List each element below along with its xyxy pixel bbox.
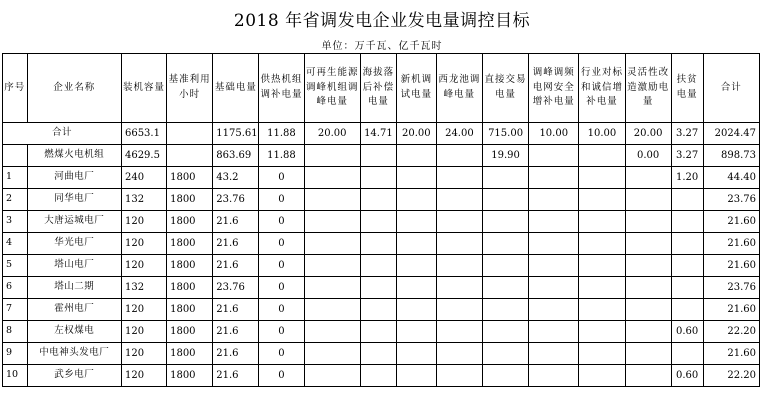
cell-poverty: 0.60 bbox=[671, 321, 703, 343]
cell-capacity: 120 bbox=[121, 321, 166, 343]
header-cell-heat: 供热机组调补电量 bbox=[259, 54, 304, 123]
cell-base: 21.6 bbox=[213, 365, 259, 387]
cell-direct bbox=[482, 189, 528, 211]
table-row bbox=[3, 167, 760, 189]
cell-capacity: 132 bbox=[121, 189, 166, 211]
table-row bbox=[3, 189, 760, 211]
header-cell-altitude: 海拔落后补偿电量 bbox=[360, 54, 396, 123]
cell-xilongchi: 24.00 bbox=[436, 123, 482, 145]
cell-xilongchi bbox=[436, 365, 482, 387]
cell-altitude: 14.71 bbox=[360, 123, 396, 145]
cell-renew bbox=[304, 233, 360, 255]
cell-altitude bbox=[360, 321, 396, 343]
cell-name: 塔山二期 bbox=[27, 277, 121, 299]
cell-poverty bbox=[671, 189, 703, 211]
header-cell-debug: 新机调试电量 bbox=[396, 54, 436, 123]
cell-altitude bbox=[360, 277, 396, 299]
cell-base: 21.6 bbox=[213, 255, 259, 277]
cell-flex bbox=[625, 343, 671, 365]
cell-no bbox=[3, 145, 28, 167]
cell-sum: 22.20 bbox=[703, 365, 760, 387]
cell-direct bbox=[482, 343, 528, 365]
cell-direct bbox=[482, 277, 528, 299]
cell-capacity: 6653.1 bbox=[121, 123, 166, 145]
cell-renew bbox=[304, 321, 360, 343]
cell-xilongchi bbox=[436, 255, 482, 277]
cell-hours: 1800 bbox=[167, 343, 213, 365]
header-cell-name: 企业名称 bbox=[27, 54, 121, 123]
cell-sum: 23.76 bbox=[703, 189, 760, 211]
cell-poverty bbox=[671, 233, 703, 255]
cell-debug bbox=[396, 343, 436, 365]
cell-no: 2 bbox=[3, 189, 28, 211]
cell-xilongchi bbox=[436, 211, 482, 233]
cell-base: 21.6 bbox=[213, 211, 259, 233]
cell-heat: 0 bbox=[259, 299, 304, 321]
cell-sum: 21.60 bbox=[703, 233, 760, 255]
cell-altitude bbox=[360, 233, 396, 255]
cell-peak bbox=[529, 255, 579, 277]
table-row bbox=[3, 255, 760, 277]
cell-xilongchi bbox=[436, 145, 482, 167]
cell-xilongchi bbox=[436, 277, 482, 299]
cell-sum: 2024.47 bbox=[703, 123, 760, 145]
cell-renew bbox=[304, 343, 360, 365]
cell-benchmark bbox=[579, 321, 625, 343]
cell-poverty bbox=[671, 255, 703, 277]
header-cell-base: 基础电量 bbox=[213, 54, 259, 123]
cell-debug bbox=[396, 255, 436, 277]
cell-peak bbox=[529, 343, 579, 365]
cell-sum: 21.60 bbox=[703, 211, 760, 233]
cell-xilongchi bbox=[436, 299, 482, 321]
cell-flex bbox=[625, 299, 671, 321]
cell-heat: 0 bbox=[259, 321, 304, 343]
cell-renew bbox=[304, 277, 360, 299]
cell-heat: 0 bbox=[259, 365, 304, 387]
cell-direct bbox=[482, 365, 528, 387]
cell-sum: 23.76 bbox=[703, 277, 760, 299]
cell-poverty bbox=[671, 277, 703, 299]
cell-name: 武乡电厂 bbox=[27, 365, 121, 387]
cell-name: 同华电厂 bbox=[27, 189, 121, 211]
header-row bbox=[3, 54, 760, 123]
cell-no: 9 bbox=[3, 343, 28, 365]
cell-hours: 1800 bbox=[167, 211, 213, 233]
cell-flex: 20.00 bbox=[625, 123, 671, 145]
cell-renew bbox=[304, 145, 360, 167]
quota-table bbox=[2, 53, 760, 387]
table-row bbox=[3, 299, 760, 321]
cell-capacity: 240 bbox=[121, 167, 166, 189]
cell-direct bbox=[482, 299, 528, 321]
cell-flex bbox=[625, 233, 671, 255]
cell-name: 霍州电厂 bbox=[27, 299, 121, 321]
cell-direct: 715.00 bbox=[482, 123, 528, 145]
cell-renew bbox=[304, 167, 360, 189]
cell-altitude bbox=[360, 365, 396, 387]
header-cell-hours: 基准利用小时 bbox=[167, 54, 213, 123]
cell-benchmark: 10.00 bbox=[579, 123, 625, 145]
header-cell-poverty: 扶贫电量 bbox=[671, 54, 703, 123]
cell-flex bbox=[625, 167, 671, 189]
cell-no: 10 bbox=[3, 365, 28, 387]
cell-base: 1175.61 bbox=[213, 123, 259, 145]
cell-sum: 21.60 bbox=[703, 255, 760, 277]
cell-base: 21.6 bbox=[213, 233, 259, 255]
cell-capacity: 132 bbox=[121, 277, 166, 299]
cell-renew bbox=[304, 365, 360, 387]
cell-capacity: 120 bbox=[121, 233, 166, 255]
cell-no: 8 bbox=[3, 321, 28, 343]
cell-heat: 0 bbox=[259, 255, 304, 277]
cell-hours bbox=[167, 145, 213, 167]
cell-peak: 10.00 bbox=[529, 123, 579, 145]
cell-debug bbox=[396, 365, 436, 387]
table-row bbox=[3, 365, 760, 387]
cell-no: 4 bbox=[3, 233, 28, 255]
cell-flex: 0.00 bbox=[625, 145, 671, 167]
cell-debug: 20.00 bbox=[396, 123, 436, 145]
total-label: 合计 bbox=[3, 123, 122, 145]
cell-name: 河曲电厂 bbox=[27, 167, 121, 189]
cell-xilongchi bbox=[436, 189, 482, 211]
cell-direct bbox=[482, 211, 528, 233]
cell-poverty: 0.60 bbox=[671, 365, 703, 387]
cell-heat: 11.88 bbox=[259, 123, 304, 145]
table-row bbox=[3, 233, 760, 255]
cell-base: 43.2 bbox=[213, 167, 259, 189]
cell-peak bbox=[529, 277, 579, 299]
cell-heat: 0 bbox=[259, 167, 304, 189]
cell-heat: 0 bbox=[259, 343, 304, 365]
cell-capacity: 120 bbox=[121, 211, 166, 233]
cell-flex bbox=[625, 189, 671, 211]
document-title: 2018 年省调发电企业发电量调控目标 bbox=[233, 11, 531, 31]
cell-debug bbox=[396, 167, 436, 189]
cell-heat: 0 bbox=[259, 277, 304, 299]
cell-flex bbox=[625, 365, 671, 387]
cell-heat: 11.88 bbox=[259, 145, 304, 167]
cell-heat: 0 bbox=[259, 189, 304, 211]
cell-hours: 1800 bbox=[167, 167, 213, 189]
cell-benchmark bbox=[579, 299, 625, 321]
cell-renew bbox=[304, 211, 360, 233]
cell-peak bbox=[529, 167, 579, 189]
cell-heat: 0 bbox=[259, 233, 304, 255]
cell-direct bbox=[482, 255, 528, 277]
cell-no: 5 bbox=[3, 255, 28, 277]
cell-flex bbox=[625, 211, 671, 233]
cell-benchmark bbox=[579, 277, 625, 299]
cell-base: 23.76 bbox=[213, 277, 259, 299]
table-row bbox=[3, 277, 760, 299]
cell-poverty bbox=[671, 211, 703, 233]
cell-altitude bbox=[360, 255, 396, 277]
cell-base: 21.6 bbox=[213, 299, 259, 321]
cell-direct bbox=[482, 233, 528, 255]
cell-benchmark bbox=[579, 365, 625, 387]
cell-direct bbox=[482, 321, 528, 343]
header-cell-flex: 灵活性改造激励电量 bbox=[625, 54, 671, 123]
cell-altitude bbox=[360, 343, 396, 365]
cell-hours: 1800 bbox=[167, 277, 213, 299]
cell-sum: 898.73 bbox=[703, 145, 760, 167]
cell-name: 华光电厂 bbox=[27, 233, 121, 255]
subtotal-row bbox=[3, 145, 760, 167]
cell-debug bbox=[396, 145, 436, 167]
cell-no: 1 bbox=[3, 167, 28, 189]
cell-name: 左权煤电 bbox=[27, 321, 121, 343]
cell-heat: 0 bbox=[259, 211, 304, 233]
cell-altitude bbox=[360, 299, 396, 321]
cell-xilongchi bbox=[436, 321, 482, 343]
cell-debug bbox=[396, 189, 436, 211]
cell-renew: 20.00 bbox=[304, 123, 360, 145]
cell-xilongchi bbox=[436, 167, 482, 189]
cell-no: 3 bbox=[3, 211, 28, 233]
cell-sum: 44.40 bbox=[703, 167, 760, 189]
cell-peak bbox=[529, 299, 579, 321]
header-cell-sum: 合计 bbox=[703, 54, 760, 123]
cell-capacity: 120 bbox=[121, 255, 166, 277]
cell-renew bbox=[304, 255, 360, 277]
cell-renew bbox=[304, 299, 360, 321]
cell-benchmark bbox=[579, 145, 625, 167]
cell-hours: 1800 bbox=[167, 299, 213, 321]
cell-benchmark bbox=[579, 211, 625, 233]
unit-line: 单位：万千瓦、亿千瓦时 bbox=[321, 41, 443, 52]
header-cell-peak: 调峰调频电网安全增补电量 bbox=[529, 54, 579, 123]
total-row bbox=[3, 123, 760, 145]
cell-name: 中电神头发电厂 bbox=[27, 343, 121, 365]
cell-poverty bbox=[671, 343, 703, 365]
cell-capacity: 120 bbox=[121, 365, 166, 387]
cell-benchmark bbox=[579, 233, 625, 255]
cell-base: 21.6 bbox=[213, 321, 259, 343]
cell-poverty: 1.20 bbox=[671, 167, 703, 189]
cell-benchmark bbox=[579, 343, 625, 365]
cell-name: 塔山电厂 bbox=[27, 255, 121, 277]
cell-direct: 19.90 bbox=[482, 145, 528, 167]
cell-peak bbox=[529, 211, 579, 233]
cell-flex bbox=[625, 321, 671, 343]
cell-peak bbox=[529, 233, 579, 255]
cell-altitude bbox=[360, 189, 396, 211]
cell-no: 7 bbox=[3, 299, 28, 321]
cell-xilongchi bbox=[436, 233, 482, 255]
cell-capacity: 120 bbox=[121, 343, 166, 365]
table-row bbox=[3, 211, 760, 233]
cell-direct bbox=[482, 167, 528, 189]
cell-hours: 1800 bbox=[167, 321, 213, 343]
cell-flex bbox=[625, 277, 671, 299]
cell-poverty: 3.27 bbox=[671, 123, 703, 145]
header-cell-renew: 可再生能源调峰机组调峰电量 bbox=[304, 54, 360, 123]
header-cell-xilongchi: 西龙池调峰电量 bbox=[436, 54, 482, 123]
header-cell-benchmark: 行业对标和诚信增补电量 bbox=[579, 54, 625, 123]
cell-base: 23.76 bbox=[213, 189, 259, 211]
cell-capacity: 4629.5 bbox=[121, 145, 166, 167]
cell-debug bbox=[396, 321, 436, 343]
cell-peak bbox=[529, 145, 579, 167]
cell-debug bbox=[396, 233, 436, 255]
cell-poverty: 3.27 bbox=[671, 145, 703, 167]
header-cell-capacity: 装机容量 bbox=[121, 54, 166, 123]
cell-benchmark bbox=[579, 167, 625, 189]
cell-altitude bbox=[360, 145, 396, 167]
cell-sum: 22.20 bbox=[703, 321, 760, 343]
cell-altitude bbox=[360, 211, 396, 233]
cell-poverty bbox=[671, 299, 703, 321]
cell-debug bbox=[396, 277, 436, 299]
header-cell-no: 序号 bbox=[3, 54, 28, 123]
cell-debug bbox=[396, 211, 436, 233]
cell-hours: 1800 bbox=[167, 365, 213, 387]
header-cell-direct: 直接交易电量 bbox=[482, 54, 528, 123]
table-row bbox=[3, 321, 760, 343]
cell-hours: 1800 bbox=[167, 189, 213, 211]
cell-capacity: 120 bbox=[121, 299, 166, 321]
cell-renew bbox=[304, 189, 360, 211]
cell-name: 大唐运城电厂 bbox=[27, 211, 121, 233]
subtotal-label: 燃煤火电机组 bbox=[27, 145, 121, 167]
cell-sum: 21.60 bbox=[703, 343, 760, 365]
cell-hours: 1800 bbox=[167, 233, 213, 255]
cell-peak bbox=[529, 321, 579, 343]
cell-peak bbox=[529, 189, 579, 211]
table-row bbox=[3, 343, 760, 365]
cell-base: 863.69 bbox=[213, 145, 259, 167]
cell-hours bbox=[167, 123, 213, 145]
cell-sum: 21.60 bbox=[703, 299, 760, 321]
cell-altitude bbox=[360, 167, 396, 189]
cell-no: 6 bbox=[3, 277, 28, 299]
cell-debug bbox=[396, 299, 436, 321]
cell-hours: 1800 bbox=[167, 255, 213, 277]
cell-benchmark bbox=[579, 189, 625, 211]
cell-benchmark bbox=[579, 255, 625, 277]
cell-base: 21.6 bbox=[213, 343, 259, 365]
cell-flex bbox=[625, 255, 671, 277]
cell-xilongchi bbox=[436, 343, 482, 365]
cell-peak bbox=[529, 365, 579, 387]
